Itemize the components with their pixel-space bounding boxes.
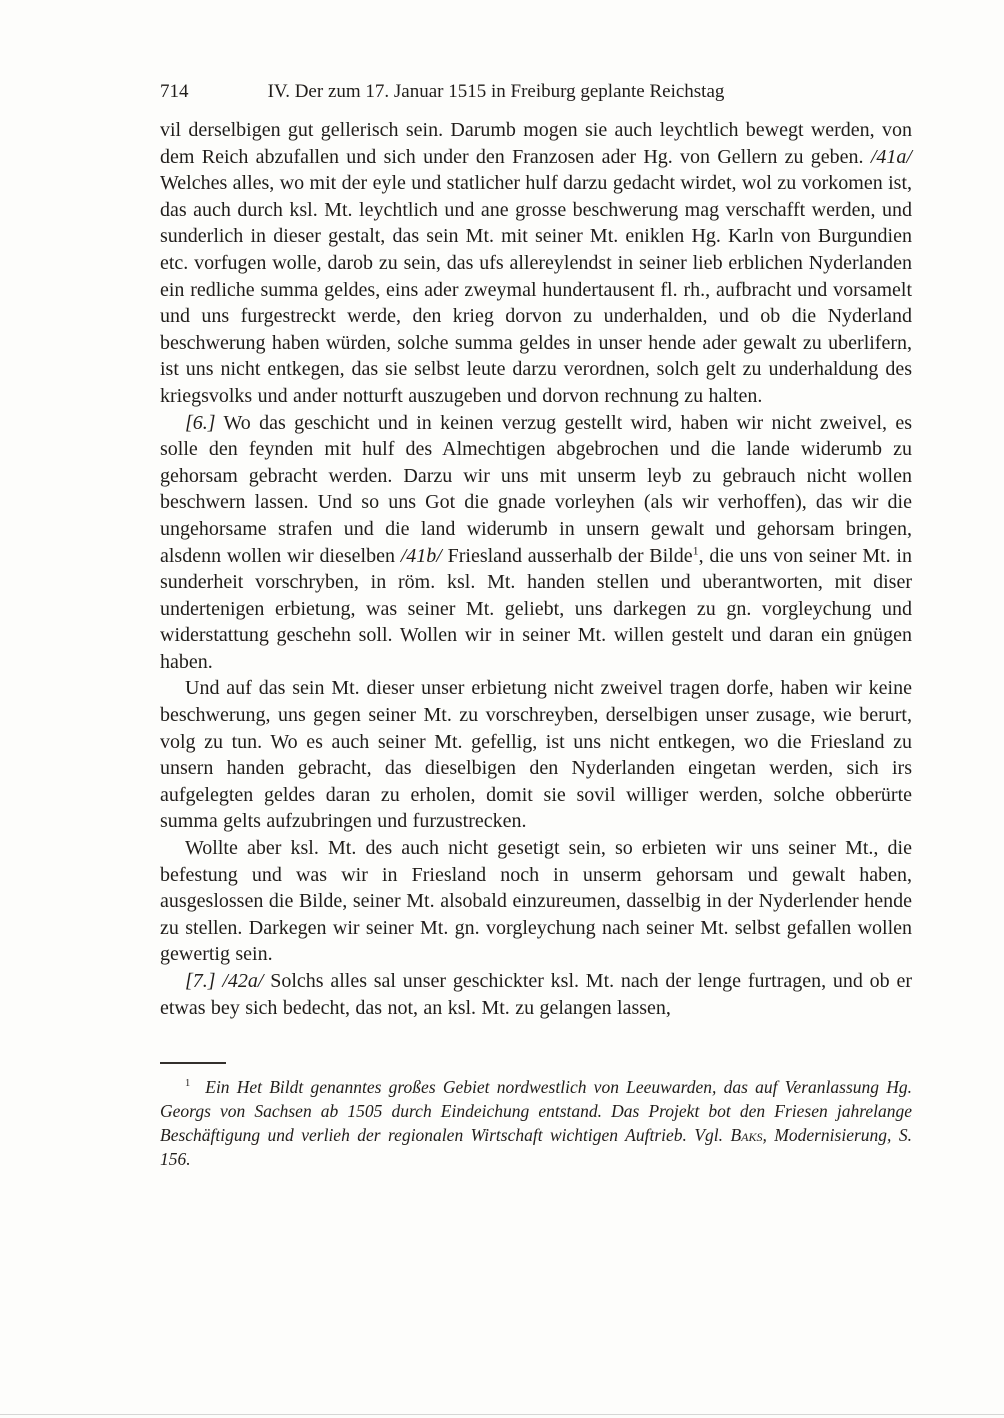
paragraph xyxy=(160,117,912,410)
running-head: IV. Der zum 17. Januar 1515 in Freiburg geplante Reichstag xyxy=(267,81,725,102)
text-segment: Wo das geschicht und in keinen verzug gestellt wird, haben wir nicht zweivel, es solle den feynden mit hulf des Almechtigen abgebrochen und die lande widerumb zu gehorsam gebracht werden. Darzu wir uns mit unserm leyb zu gebrauch nicht wollen beschwern lassen. Und so uns Got die gnade vorleyhen (als wir verhoffen), das wir die ungehorsame strafen und die land widerumb in unsern gewalt und gehorsam bringen, alsdenn wollen wir dieselben xyxy=(160,411,912,567)
text-segment: Welches alles, wo mit der eyle und statlicher hulf darzu gedacht wirdet, wol zu vorkomen ist, das auch durch ksl. Mt. leychtlich und ane grosse beschwerung mag verschafft werden, und sunderlich in dieser gestalt, das sein Mt. mit seiner Mt. eniklen Hg. Karln von Burgundien etc. vorfugen wolle, darob zu sein, das ufs allereylendst in seiner lieb erblichen Nyderlanden ein redliche summa geldes, eins ader zweymal hundertausent fl. rh., aufbracht und vorsamelt und uns furgestreckt werde, den krieg dorvon zu underhalden, und ob die Nyderland beschwerung haben würden, solche summa geldes in unser hende ader gewalt zu uberlifern, ist uns nicht entkegen, das sie selbst leute darzu verordnen, solch gelt zu underhaldung des kriegsvolks und ander notturft auszugeben und dorvon rechnung zu halten. xyxy=(160,172,912,407)
page-number: 714 xyxy=(160,81,189,102)
paragraph xyxy=(160,410,912,676)
text-segment: vil derselbigen gut gellerisch sein. Darumb mogen sie auch leychtlich bewegt werden, von dem Reich abzufallen und sich under den Franzosen ader Hg. von Gellern zu geben. xyxy=(160,119,912,168)
body-text xyxy=(160,117,912,1021)
text-segment: Wollte aber ksl. Mt. des auch nicht gesetigt sein, so erbieten wir uns seiner Mt., die befestung und was wir in Friesland noch in unserm gehorsam und gewalt haben, ausgeslossen die Bilde, seiner Mt. alsobald einzureumen, dasselbig in der Nyderlender hende zu stellen. Darkegen wir seiner Mt. gn. vorgleychung nach seiner Mt. selbst gefallen wollen gewertig sein. xyxy=(160,837,912,966)
paragraph xyxy=(160,835,912,968)
text-segment: [6.] xyxy=(185,411,216,434)
text-segment: , die uns von seiner Mt. in sunderheit vorschryben, in röm. ksl. Mt. handen stellen und uberantworten, mit diser undertenigen erbietung, was seiner Mt. geliebt, uns darkegen zu gn. vorgleychung und widerstattung geschehn soll. Wollen wir in seiner Mt. willen gestelt und daran ein gnügen haben. xyxy=(160,544,912,673)
page-content xyxy=(160,117,912,1171)
text-segment: /41b/ xyxy=(400,544,442,567)
paragraph xyxy=(160,968,912,1021)
text-segment: Solchs alles sal unser geschickter ksl. Mt. nach der lenge furtragen, und ob er etwas bey sich bedecht, das not, an ksl. Mt. zu gelangen lassen, xyxy=(160,970,912,1019)
page-header xyxy=(160,80,912,104)
text-segment: Und auf das sein Mt. dieser unser erbietung nicht zweivel tragen dorfe, haben wir keine beschwerung, uns gegen seiner Mt. zu vorschreyben, derselbigen unser zusage, wie berurt, volg zu tun. Wo es auch seiner Mt. gefellig, ist uns nicht entkegen, wo die Friesland zu unsern handen gebracht, das dieselbigen den Nyderlanden eingetan werden, sich irs aufgelegten geldes daran zu erholen, domit sie sovil williger werden, solche obberürte summa gelts aufzubringen und furzustrecken. xyxy=(160,677,912,833)
footnote-marker: 1 xyxy=(185,1078,191,1090)
scan-edge-line xyxy=(0,1414,1004,1415)
text-segment: /41a/ xyxy=(870,145,912,168)
text-segment: Friesland ausserhalb der Bilde xyxy=(441,544,693,567)
text-segment: 1 xyxy=(692,542,699,557)
text-segment: Ein Het Bildt genanntes großes Gebiet nordwestlich von Leeuwarden, das auf Veranlassung Hg. Georgs von Sachsen ab 1505 durch Eindeichung entstand. Das Projekt bot den Friesen jahrelange Beschäftigung und verlieh der regionalen Wirtschaft wichtigen Auftrieb. Vgl. xyxy=(160,1077,912,1145)
paragraph xyxy=(160,675,912,835)
text-segment: [7.] /42a/ xyxy=(185,970,264,992)
footnote-text xyxy=(160,1076,912,1171)
footnote-separator xyxy=(160,1062,226,1064)
text-segment: Baks xyxy=(730,1124,763,1145)
text-segment: , Modernisierung, S. 156. xyxy=(160,1124,912,1169)
